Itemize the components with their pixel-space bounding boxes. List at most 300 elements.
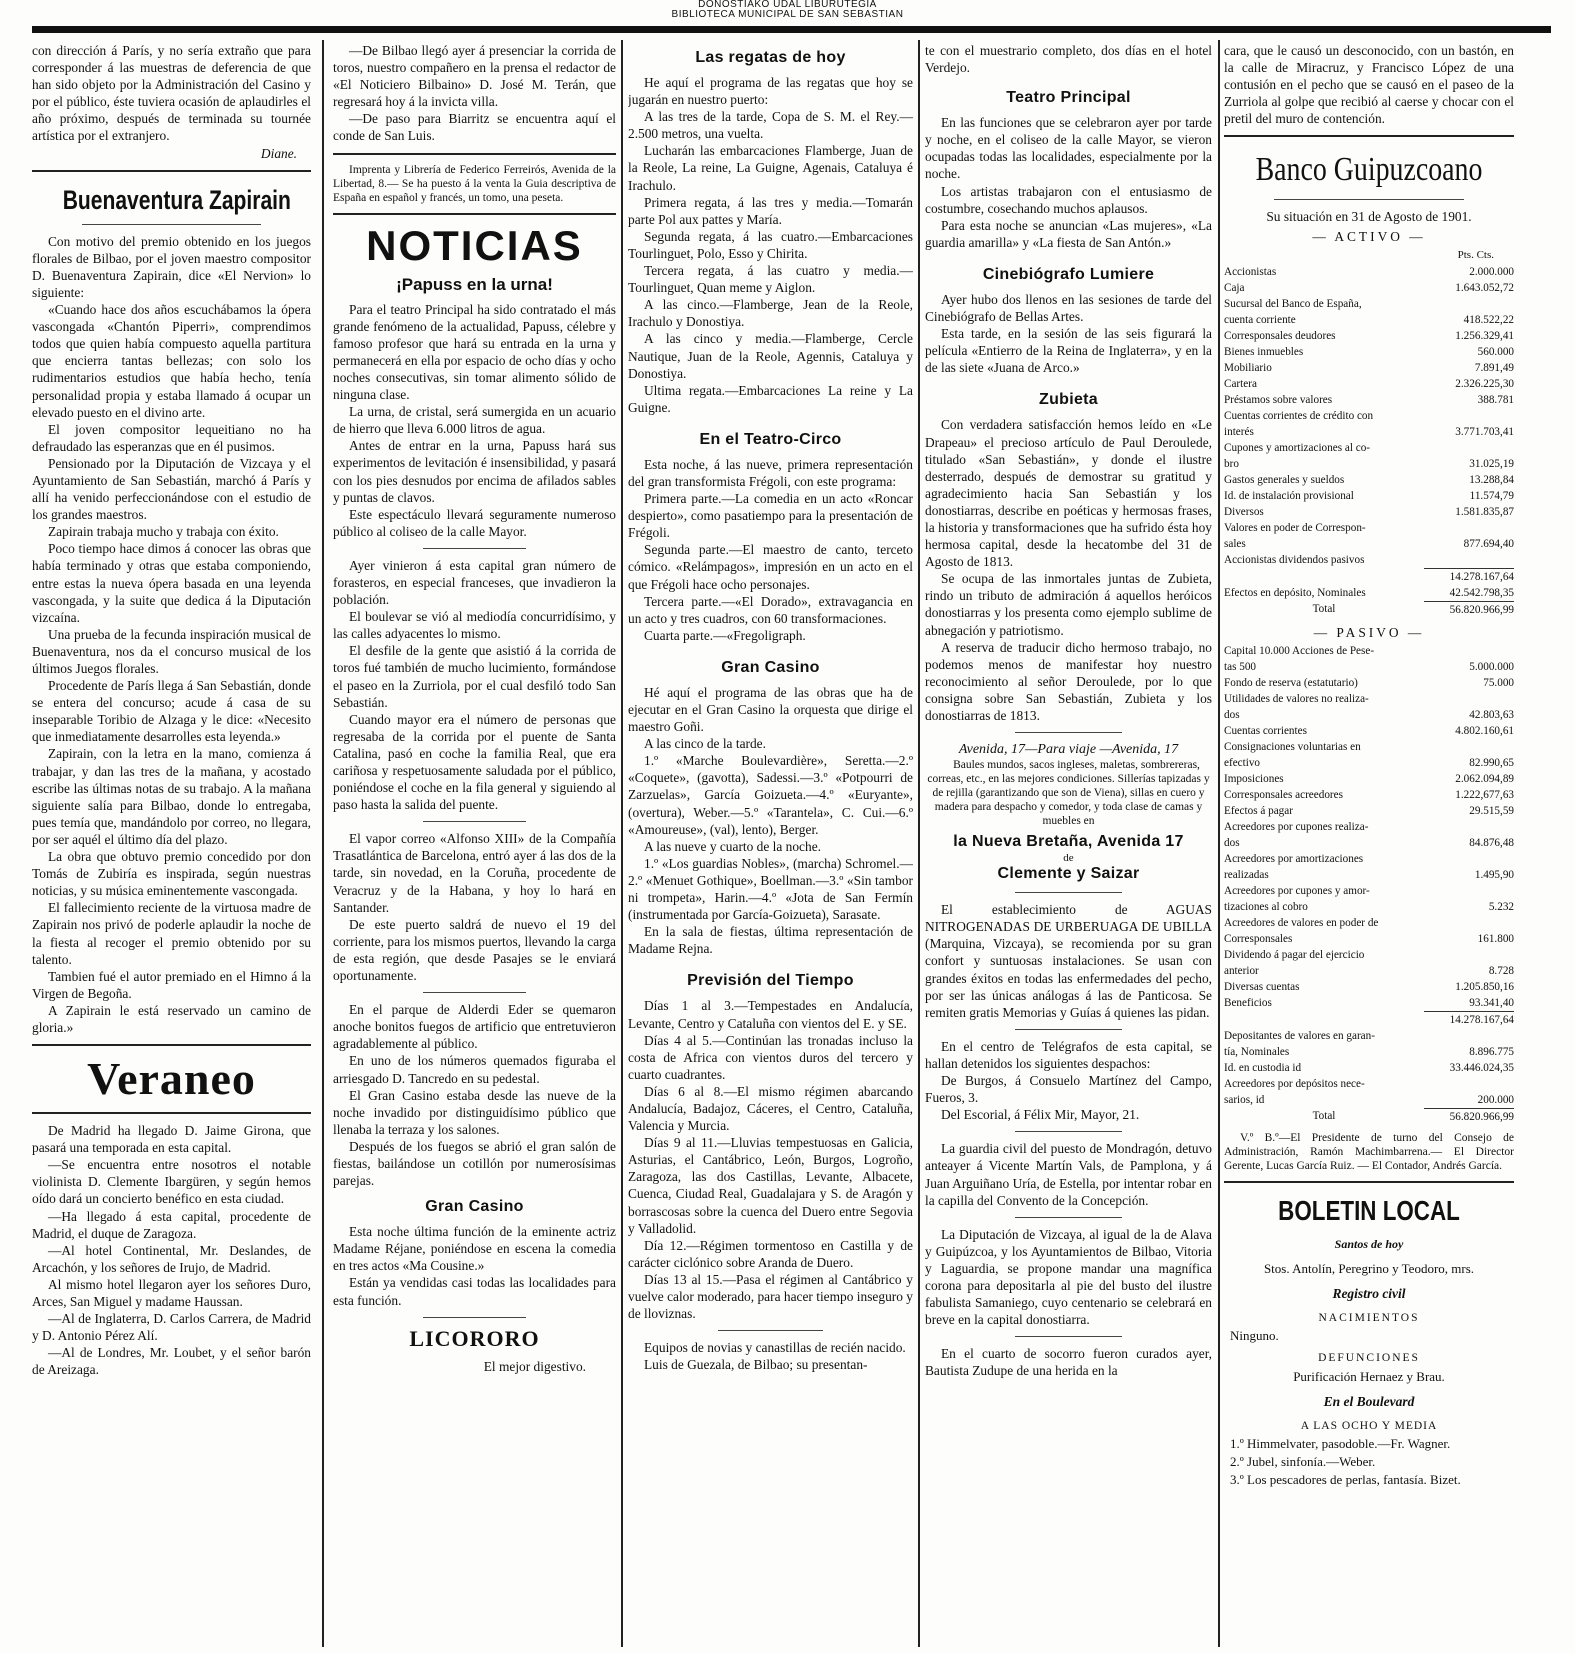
column-rule	[621, 40, 623, 1647]
article-paragraph: En el parque de Alderdi Eder se quemaron anoche bonitos fuegos de artificio que entretuvieron agradablemente al público.	[333, 1002, 616, 1052]
bank-row	[1224, 963, 1514, 979]
article-paragraph: A las nueve y cuarto de la noche.	[644, 838, 821, 854]
bank-row-label: Utilidades de valores no realiza-	[1224, 692, 1369, 705]
bank-row-label: interés	[1224, 425, 1254, 438]
article-paragraph: Luis de Guezala, de Bilbao; su presentan-	[644, 1357, 868, 1373]
article-paragraph: En el centro de Telégrafos de esta capital, se hallan detenidos los siguientes despachos:	[925, 1038, 1212, 1071]
article-paragraph: A las cinco.—Flamberge, Jean de la Reole, Irachulo y Donostiya.	[628, 297, 913, 330]
bank-row-amount	[1424, 643, 1514, 659]
bank-row	[1224, 867, 1514, 883]
headline-cinebiografo: Cinebiógrafo Lumiere	[982, 265, 1155, 283]
bank-row	[1224, 440, 1514, 456]
bank-row-label: Sucursal del Banco de España,	[1224, 297, 1362, 310]
bank-row-amount	[1424, 851, 1514, 867]
ad-owner-name: Clemente y Saizar	[997, 865, 1140, 883]
bank-row-label: Mobiliario	[1224, 361, 1272, 374]
bank-row-label: cuenta corriente	[1224, 313, 1296, 326]
article-paragraph: Cuando mayor era el número de personas que regresaba de la corrida por el puente de Santa Catalina, pasó en coche la familia Real, que era cariñosa y respetuosamente saludada por el público, poniéndose el coche en la fila general y siguiendo al paso hasta la salida del puente.	[333, 711, 616, 813]
bank-row	[1224, 723, 1514, 739]
article-paragraph: En uno de los números quemados figuraba el arriesgado D. Tancredo en su pedestal.	[333, 1053, 616, 1086]
headline-rule	[82, 224, 261, 225]
article-paragraph: Los artistas trabajaron con el entusiasmo de costumbre, cosechando muchos aplausos.	[925, 183, 1212, 216]
headline-regatas: Las regatas de hoy	[695, 49, 846, 66]
bank-row-amount	[1424, 520, 1514, 536]
bank-row	[1224, 504, 1514, 520]
bank-row-label: Id. en custodia id	[1224, 1061, 1302, 1074]
bank-pasivo-subtotal: 14.278.167,64	[1424, 1011, 1514, 1028]
bank-row	[1224, 344, 1514, 360]
section-divider	[32, 1044, 311, 1046]
article-paragraph: Ayer hubo dos llenos en las sesiones de tarde del Cinebiógrafo de Bellas Artes.	[925, 291, 1212, 325]
column-2	[333, 42, 616, 1647]
article-paragraph: Para el teatro Principal ha sido contratado el más grande fenómeno de la actualidad, Papuss, célebre y famoso profesor que hará su entrada en la urna y permanecerá en ella por espacio de ocho días y ocho noches consecutivas, sin tomar alimento sólido de ninguna clase.	[333, 301, 616, 403]
bank-row	[1224, 536, 1514, 552]
bank-row-label: sarios, id	[1224, 1093, 1265, 1106]
bank-row-amount: 56.820.966,99	[1424, 601, 1514, 618]
bank-row	[1224, 568, 1514, 585]
article-paragraph: Días 9 al 11.—Lluvias tempestuosas en Galicia, Asturias, el Cantábrico, León, Burgos, Logroño, Zaragoza, las dos Castillas, Levante, Albacete, Cuenca, Ciudad Real, Guadalajara y S. de Aragón y borrascosas sobre la cuenca del Duero entre Segovia y Valladolid.	[628, 1135, 913, 1236]
bank-row-label: Cartera	[1224, 377, 1257, 390]
bank-row	[1224, 264, 1514, 280]
article-paragraph: A las cinco de la tarde.	[644, 736, 766, 752]
bank-row	[1224, 360, 1514, 376]
bank-row-amount: 5.000.000	[1469, 660, 1514, 673]
bank-row-amount	[1424, 440, 1514, 456]
bank-row-amount: 11.574,79	[1469, 489, 1514, 502]
bank-row-amount: 161.800	[1477, 932, 1514, 945]
article-paragraph: Ayer vinieron á esta capital gran número de forasteros, en especial franceses, que invadieron la población.	[333, 557, 616, 608]
bank-row	[1224, 915, 1514, 931]
article-paragraph: Zapirain trabaja mucho y trabaja con éxito.	[48, 524, 279, 540]
article-paragraph: Para esta noche se anuncian «Las mujeres», «La guardia amarilla» y «La fiesta de San Antón.»	[925, 217, 1212, 250]
bank-row-label: Total	[1312, 602, 1336, 615]
bank-row-amount: 560.000	[1477, 345, 1514, 358]
article-paragraph: con dirección á París, y no sería extraño que para corresponder á las muestras de deferencia de que han sido objeto por la Administración del Casino y por el público, éste tuviera ocasión de aplaudirles el año próximo, después de terminada su tournée artística por el extranjero.	[32, 43, 311, 144]
headline-prevision-tiempo: Previsión del Tiempo	[687, 972, 854, 990]
headline-boletin-local: BOLETIN LOCAL	[1278, 1194, 1460, 1226]
article-paragraph: Cuarta parte.—«Fregoligraph.	[644, 627, 806, 643]
ad-avenida-body: Baules mundos, sacos ingleses, maletas, sombrereras, correas, etc., en las mejores condiciones. Sillerías tapizadas y de rejilla (garantizando que son de Viena), sillas en cuero y madera para despacho y comedor, y toda clase de camas y muebles en	[927, 759, 1210, 828]
bank-row	[1224, 659, 1514, 675]
bank-activo-label: — ACTIVO —	[1312, 228, 1426, 244]
article-paragraph: Segunda parte.—El maestro de canto, terceto cómico. «Relámpagos», impresión en un acto en el que Frégoli hace ocho personajes.	[628, 542, 913, 592]
bank-pasivo-label: — PASIVO —	[1313, 624, 1425, 640]
news-separator	[423, 548, 526, 549]
bank-row-label: Efectos á pagar	[1224, 804, 1293, 817]
bank-row-amount: 2.000.000	[1469, 265, 1514, 278]
article-paragraph: De Burgos, á Consuelo Martínez del Campo, Fueros, 3.	[925, 1073, 1212, 1106]
bank-row	[1224, 280, 1514, 296]
article-paragraph: El desfile de la gente que asistió á la corrida de toros fué también de mucho lucimiento, formándose el paseo en la Zurriola, por el cual desfiló todo San Sebastián.	[333, 643, 616, 710]
article-paragraph: Ultima regata.—Embarcaciones La reine y La Guigne.	[628, 382, 913, 415]
bank-row	[1224, 1011, 1514, 1028]
bank-row	[1224, 883, 1514, 899]
article-paragraph: Día 12.—Régimen tormentoso en Castilla y de carácter ciclónico sobre Aranda de Duero.	[628, 1237, 913, 1270]
article-paragraph: El boulevar se vió al mediodía concurridísimo, y las calles adyacentes lo mismo.	[333, 609, 616, 642]
article-paragraph: Días 13 al 15.—Pasa el régimen al Cantábrico y vuelve calor moderado, para hacer tiempo inseguro y de lloviznas.	[628, 1271, 913, 1322]
bank-row	[1224, 408, 1514, 424]
subheadline-papuss: ¡Papuss en la urna!	[396, 274, 553, 294]
bank-row-label: Diversos	[1224, 505, 1264, 518]
bank-row-amount: 2.062.094,89	[1455, 772, 1514, 785]
bank-row-label: Fondo de reserva (estatutario)	[1224, 676, 1358, 689]
article-paragraph: —Al hotel Continental, Mr. Deslandes, de Arcachón, y los señores de Irujo, de Madrid.	[32, 1242, 311, 1275]
article-paragraph: Se ocupa de las inmortales juntas de Zubieta, rindo un tributo de admiración á aquellos heróicos donostiarras y los presenta como ejemplo sublime de abnegación y patriotismo.	[925, 571, 1212, 638]
bank-row-amount	[1424, 1076, 1514, 1092]
bank-row	[1224, 392, 1514, 408]
bank-row	[1224, 1028, 1514, 1044]
boulevard-item: 1.º Himmelvater, pasodoble.—Fr. Wagner.	[1230, 1435, 1451, 1451]
bank-row	[1224, 755, 1514, 771]
article-paragraph: Procedente de París llega á San Sebastián, donde se entera del concurso; acude á casa de su inseparable Toribio de Alzaga y le dice: «Necesito que inmediatamente desarrolles esta leyenda.»	[32, 678, 311, 745]
article-paragraph: De Madrid ha llegado D. Jaime Girona, que pasará una temporada en esta capital.	[32, 1123, 311, 1156]
article-paragraph: El fallecimiento reciente de la virtuosa madre de Zapirain nos privó de poderle aplaudir la noche de la fiesta al recoger el premio obtenido por su talento.	[32, 900, 311, 967]
nacimientos-text: Ninguno.	[1230, 1327, 1279, 1343]
nacimientos-label: NACIMIENTOS	[1318, 1311, 1420, 1324]
bank-row	[1224, 424, 1514, 440]
article-paragraph: La obra que obtuvo premio concedido por don Tomás de Zubiría es inspirada, según nuestras noticias, y su música eminentemente vascongada.	[32, 849, 311, 899]
headline-noticias: NOTICIAS	[366, 221, 583, 269]
bank-pasivo-table	[1224, 643, 1514, 1011]
bank-row-label: anterior	[1224, 964, 1259, 977]
article-paragraph: —De paso para Biarritz se encuentra aquí el conde de San Luis.	[333, 111, 616, 144]
article-paragraph: De este puerto saldrá de nuevo el 19 del corriente, para los mismos puertos, llevando la carga de esta región, que desde Pasajes se le enviará oportunamente.	[333, 916, 616, 984]
bank-row-amount	[1424, 552, 1514, 568]
bank-row-label: Depositantes de valores en garan-	[1224, 1029, 1375, 1042]
headline-veraneo: Veraneo	[87, 1053, 256, 1105]
bank-units: Pts. Cts.	[1457, 248, 1494, 261]
article-paragraph: Están ya vendidas casi todas las localidades para esta función.	[333, 1275, 616, 1308]
defunciones-text: Purificación Hernaez y Brau.	[1293, 1368, 1445, 1384]
article-paragraph: Este espectáculo llevará seguramente numeroso público al coliseo de la calle Mayor.	[333, 506, 616, 539]
article-paragraph: Al mismo hotel llegaron ayer los señores Duro, Arces, San Miguel y madame Haussan.	[32, 1276, 311, 1309]
bank-row	[1224, 707, 1514, 723]
article-paragraph: Pensionado por la Diputación de Vizcaya y el Ayuntamiento de San Sebastián, marchó á París y allí ha venido perfeccionándose con el estudio de los grandes maestros.	[32, 455, 311, 523]
bank-row-label: Cuentas corrientes	[1224, 724, 1307, 737]
bank-row-label: sales	[1224, 537, 1246, 550]
bank-row-amount: 418.522,22	[1463, 313, 1514, 326]
section-divider	[333, 213, 616, 215]
headline-banco-guipuzcoano: Banco Guipuzcoano	[1255, 151, 1483, 189]
bank-row	[1224, 1092, 1514, 1108]
bank-activo-subtotal: 14.278.167,64	[1424, 568, 1514, 585]
bank-row-amount: 1.222,677,63	[1455, 788, 1514, 801]
masthead-line-2: BIBLIOTECA MUNICIPAL DE SAN SEBASTIAN	[671, 9, 904, 20]
bank-row-label: tía, Nominales	[1224, 1045, 1290, 1058]
boulevard-time: A LAS OCHO Y MEDIA	[1300, 1419, 1438, 1432]
article-paragraph: —De Bilbao llegó ayer á presenciar la corrida de toros, nuestro compañero en la prensa el redactor de «El Noticiero Bilbaino» D. José M. Terán, que regresará hoy á la invicta villa.	[333, 43, 616, 110]
bank-row-label: dos	[1224, 836, 1240, 849]
bank-row-amount	[1424, 947, 1514, 963]
bank-row-label: efectivo	[1224, 756, 1261, 769]
article-paragraph: La guardia civil del puesto de Mondragón, detuvo anteayer á Vicente Martín Vals, de Pamplona, y á Juan Arguiñano Uría, de Estella, por intentar robar en la capilla del Convento de la Concepción.	[925, 1141, 1212, 1208]
bank-row-label: Consignaciones voluntarias en	[1224, 740, 1361, 753]
article-paragraph: «Cuando hace dos años escuchábamos la ópera vascongada «Chantón Piperri», comprendimos todos que quien había compuesto aquella partitura que encierra tantas bellezas; con solo los rudimentarios estudios que había hecho, tenía personalidad propia y estaba llamado á ocupar un elevado puesto en el divino arte.	[32, 302, 311, 420]
article-paragraph: A Zapirain le está reservado un camino de gloria.»	[32, 1002, 311, 1035]
bank-activo-table	[1224, 264, 1514, 568]
bank-row	[1224, 819, 1514, 835]
column-rule	[322, 40, 324, 1647]
article-paragraph: Tercera parte.—«El Dorado», extravagancia en un acto y tres cuadros, con 60 transformaciones.	[628, 593, 913, 626]
article-paragraph: —Ha llegado á esta capital, procedente de Madrid, el duque de Zaragoza.	[32, 1208, 311, 1241]
ad-imprenta: Imprenta y Librería de Federico Ferreirós, Avenida de la Libertad, 8.— Se ha puesto á la venta la Guia descriptiva de España en español y francés, un tomo, una peseta.	[333, 163, 616, 204]
ad-store-name: la Nueva Bretaña, Avenida 17	[953, 833, 1184, 851]
article-paragraph: Del Escorial, á Félix Mir, Mayor, 21.	[941, 1107, 1140, 1123]
article-paragraph: La Diputación de Vizcaya, al igual de la de Alava y Guipúzcoa, y los Ayuntamientos de Bilbao, Vitoria y Laguardia, se propone mandar una magnífica corona para depositarla al pie del busto del ilustre fabulista Samaniego, cuyo centenario se celebrará en breve en la capital donostiarra.	[925, 1226, 1212, 1328]
headline-teatro-principal: Teatro Principal	[1006, 89, 1131, 107]
section-divider	[32, 1112, 311, 1114]
bank-row-label: Cuentas corrientes de crédito con	[1224, 409, 1374, 422]
bank-row	[1224, 787, 1514, 803]
bank-row-label: Corresponsales acreedores	[1224, 788, 1343, 801]
bank-row	[1224, 899, 1514, 915]
article-paragraph: Con motivo del premio obtenido en los juegos florales de Bilbao, por el joven maestro compositor D. Buenaventura Zapirain, dice «El Nervion» lo siguiente:	[32, 233, 311, 300]
news-separator	[1015, 732, 1122, 733]
bank-row-amount: 33.446.024,35	[1449, 1061, 1514, 1074]
article-paragraph: Lucharán las embarcaciones Flamberge, Juan de la Reole, La reine, La Guigne, Agenais, Cataluya é Irachulo.	[628, 143, 913, 193]
bank-row-label: Acreedores por depósitos nece-	[1224, 1077, 1365, 1090]
column-rule	[1218, 40, 1220, 1647]
bank-pasivo-extra-table	[1224, 1028, 1514, 1108]
bank-footer: V.º B.º—El Presidente de turno del Consejo de Administración, Ramón Machimbarrena.— El Director Gerente, Lucas García Ruiz. — El Contador, Andrés García.	[1224, 1131, 1514, 1172]
headline-rule	[1274, 199, 1464, 200]
bank-row-amount: 42.803,63	[1469, 708, 1514, 721]
article-paragraph: El joven compositor lequeitiano no ha defraudado las esperanzas que en él pusimos.	[32, 421, 311, 454]
boulevard-item: 2.º Jubel, sinfonía.—Weber.	[1230, 1453, 1376, 1469]
article-paragraph: Días 6 al 8.—El mismo régimen abarcando Andalucía, Badajoz, Cáceres, el Centro, Cataluña, Valencia y Murcia.	[628, 1083, 913, 1134]
bank-row-label: Diversas cuentas	[1224, 980, 1300, 993]
bank-row-label: tas 500	[1224, 660, 1257, 673]
bank-row-amount: 3.771.703,41	[1455, 425, 1514, 438]
bank-row-amount: 7.891,49	[1474, 361, 1514, 374]
bank-row	[1224, 1060, 1514, 1076]
article-paragraph: Tambien fué el autor premiado en el Himno á la Virgen de Begoña.	[32, 968, 311, 1001]
article-paragraph: Esta noche última función de la eminente actriz Madame Réjane, poniéndose en escena la comedia en tres actos «Ma Cousine.»	[333, 1224, 616, 1274]
article-paragraph: A las tres de la tarde, Copa de S. M. el Rey.—2.500 metros, una vuelta.	[628, 109, 913, 142]
bank-row	[1224, 552, 1514, 568]
bank-row-label: Acreedores por amortizaciones	[1224, 852, 1364, 865]
bank-row	[1224, 1108, 1514, 1125]
bank-row	[1224, 691, 1514, 707]
news-separator	[423, 992, 526, 993]
headline-zubieta: Zubieta	[1039, 391, 1098, 409]
article-paragraph: —Al de Londres, Mr. Loubet, y el señor barón de Areizaga.	[32, 1345, 311, 1378]
article-paragraph: Con verdadera satisfacción hemos leído en «Le Drapeau» el precioso artículo de Paul Deroulede, titulado «San Sebastián», y donde el ilustre desterrado, después de demostrar su gratitud y agradecimiento hacia San Sebastián y los donostiarras, describe en poéticas y hermosas frases, la historia y transformaciones que ha sufrido ésta hoy hermosa capital, desde la hecatombe del 31 de Agosto de 1813.	[925, 417, 1212, 570]
bank-row-amount: 84.876,48	[1469, 836, 1514, 849]
bank-row-amount: 56.820.966,99	[1424, 1108, 1514, 1125]
bank-row-amount: 1.643.052,72	[1455, 281, 1514, 294]
article-signature: Diane.	[260, 145, 297, 161]
bank-row	[1224, 803, 1514, 819]
news-separator	[718, 1330, 823, 1331]
article-paragraph: El establecimiento de AGUAS NITROGENADAS DE URBERUAGA DE UBILLA (Marquina, Vizcaya), se recomienda por su gran confort y suntuosas instalaciones. Se usan con grandes éxitos en todas las enfermedades del pecho, por ser las únicas análogas á las de Panticosa. Se remiten gratis Memorias y Guías á quienes las pidan.	[925, 902, 1212, 1020]
bank-row-label: Bienes inmuebles	[1224, 345, 1304, 358]
bank-row	[1224, 995, 1514, 1011]
bank-row-amount	[1424, 819, 1514, 835]
article-paragraph: La urna, de cristal, será sumergida en un acuario de hierro que lleva 6.000 litros de agua.	[333, 404, 616, 437]
headline-gran-casino: Gran Casino	[425, 1198, 524, 1216]
bank-row	[1224, 739, 1514, 755]
headline-teatro-circo: En el Teatro-Circo	[699, 430, 842, 448]
bank-row-amount: 1.205.850,16	[1455, 980, 1514, 993]
bank-row	[1224, 931, 1514, 947]
bank-row	[1224, 675, 1514, 691]
article-paragraph: Primera regata, á las tres y media.—Tomarán parte Pol aux pattes y María.	[628, 194, 913, 227]
bank-row-label: Beneficios	[1224, 996, 1272, 1009]
bank-row-label: bro	[1224, 457, 1239, 470]
bank-row	[1224, 1076, 1514, 1092]
bank-row-label: Valores en poder de Correspon-	[1224, 521, 1366, 534]
bank-row-amount: 29.515,59	[1469, 804, 1514, 817]
bank-row-label: Cupones y amortizaciones al co-	[1224, 441, 1371, 454]
bank-row	[1224, 376, 1514, 392]
section-divider	[333, 153, 616, 155]
article-paragraph: He aquí el programa de las regatas que hoy se jugarán en nuestro puerto:	[628, 75, 913, 108]
bank-row-label: Caja	[1224, 281, 1245, 294]
news-separator	[1015, 892, 1122, 893]
column-1	[32, 42, 311, 1647]
article-paragraph: Tercera regata, á las cuatro y media.—Tourlinguet, Quan meme y Aiglon.	[628, 263, 913, 296]
bank-row-amount: 1.495,90	[1474, 868, 1514, 881]
registro-title: Registro civil	[1332, 1285, 1406, 1301]
bank-row-label: Accionistas	[1224, 265, 1277, 278]
article-paragraph: Equipos de novias y canastillas de recién nacido.	[644, 1340, 906, 1356]
article-paragraph: En el cuarto de socorro fueron curados ayer, Bautista Zudupe de una herida en la	[925, 1346, 1212, 1379]
article-paragraph: Días 4 al 5.—Continúan las tronadas incluso la costa de Africa con vientos duros del tercero y cuarto cuadrantes.	[628, 1032, 913, 1082]
bank-row-amount: 93.341,40	[1469, 996, 1514, 1009]
section-divider	[32, 170, 311, 172]
santos-title: Santos de hoy	[1334, 1236, 1404, 1251]
santos-text: Stos. Antolín, Peregrino y Teodoro, mrs.	[1263, 1260, 1475, 1276]
article-paragraph: En las funciones que se celebraron ayer por tarde y noche, en el coliseo de la calle Mayor, se vieron ocupadas todas las localidades, especialmente por la noche.	[925, 115, 1212, 182]
bank-row	[1224, 1044, 1514, 1060]
bank-row	[1224, 520, 1514, 536]
bank-row	[1224, 643, 1514, 659]
column-4	[925, 42, 1212, 1647]
defunciones-label: DEFUNCIONES	[1318, 1351, 1420, 1364]
article-paragraph: Una prueba de la fecunda inspiración musical de Buenaventura, nos da el concurso musical de los últimos Juegos florales.	[32, 626, 311, 676]
bank-row-label: Préstamos sobre valores	[1224, 393, 1333, 406]
bank-row	[1224, 312, 1514, 328]
bank-row-label: Efectos en depósito, Nominales	[1224, 586, 1366, 599]
news-separator	[1015, 1029, 1122, 1030]
bank-row	[1224, 472, 1514, 488]
bank-row-amount: 2.326.225,30	[1455, 377, 1514, 390]
article-paragraph: En la sala de fiestas, última representación de Madame Rejna.	[628, 924, 913, 957]
bank-row-label: Acreedores de valores en poder de	[1224, 916, 1379, 929]
news-separator	[1015, 1131, 1122, 1132]
bank-row-amount	[1424, 915, 1514, 931]
bank-row-label: Dividendo á pagar del ejercicio	[1224, 948, 1365, 961]
bank-row-label: Acreedores por cupones realiza-	[1224, 820, 1369, 833]
bank-row-amount	[1424, 1028, 1514, 1044]
boulevard-title: En el Boulevard	[1323, 1393, 1415, 1409]
bank-row	[1224, 979, 1514, 995]
bank-row-label: Acreedores por cupones y amor-	[1224, 884, 1370, 897]
article-paragraph: El Gran Casino estaba desde las nueve de la noche invadido por distinguidísimo público que llenaba la terraza y los salones.	[333, 1087, 616, 1137]
headline-gran-casino: Gran Casino	[721, 658, 820, 676]
bank-row-amount: 13.288,84	[1469, 473, 1514, 486]
bank-row-amount: 1.256.329,41	[1455, 329, 1514, 342]
bank-row	[1224, 488, 1514, 504]
article-paragraph: 1.º «Los guardias Nobles», (marcha) Schromel.—2.º «Menuet Gothique», Boellman.—3.º «Sin tambor ni trompeta», Harin.—4.º «Jota de San Fermín (instrumentada por García-Goizueta), Sarasate.	[628, 855, 913, 923]
headline-zapirain: Buenaventura Zapirain	[62, 184, 291, 215]
bank-row-label: Corresponsales deudores	[1224, 329, 1336, 342]
bank-row	[1224, 456, 1514, 472]
section-divider	[1224, 1181, 1514, 1183]
bank-row-amount: 200.000	[1477, 1093, 1514, 1106]
article-paragraph: Segunda regata, á las cuatro.—Embarcaciones Tourlinguet, Polo, Esso y Chirita.	[628, 228, 913, 261]
bank-row-amount: 42.542.798,35	[1449, 586, 1514, 599]
bank-row-amount: 4.802.160,61	[1455, 724, 1514, 737]
article-paragraph: Hé aquí el programa de las obras que ha de ejecutar en el Gran Casino la orquesta que dirige el maestro Goñi.	[628, 684, 913, 735]
ad-licororo-tagline: El mejor digestivo.	[483, 1358, 586, 1374]
article-paragraph: Esta tarde, en la sesión de las seis figurará la película «Entierro de la Reina de Inglaterra», y en la de las siete «Juana de Arco.»	[925, 326, 1212, 376]
bank-row-label: Corresponsales	[1224, 932, 1293, 945]
column-rule	[918, 40, 920, 1647]
bank-row	[1224, 601, 1514, 618]
bank-row-label: Gastos generales y sueldos	[1224, 473, 1345, 486]
bank-row-label: dos	[1224, 708, 1240, 721]
article-paragraph: 1.º «Marche Boulevardière», Seretta.—2.º «Coquete», (gavotta), Sadessi.—3.º «Potpourri de Zarzuelas», García Goizueta.—4.º «Euryante», (overtura), Weber.—5.º «Tarantela», C. Cui.—6.º «Amoureuse», (val), lento), Berger.	[628, 753, 913, 837]
bank-row-label: Capital 10.000 Acciones de Pese-	[1224, 644, 1375, 657]
bank-row-label: Accionistas dividendos pasivos	[1224, 553, 1365, 566]
news-separator	[423, 1317, 526, 1318]
bank-row-label: Total	[1312, 1109, 1336, 1122]
bank-row-label: realizadas	[1224, 868, 1269, 881]
news-separator	[423, 821, 526, 822]
article-paragraph: A las cinco y media.—Flamberge, Cercle Nautique, Juan de la Reole, Agennis, Cataluya y Donostiya.	[628, 331, 913, 381]
column-5	[1224, 42, 1514, 1647]
bank-row	[1224, 328, 1514, 344]
bank-row-label: tizaciones al cobro	[1224, 900, 1308, 913]
bank-row	[1224, 851, 1514, 867]
column-3	[628, 42, 913, 1647]
bank-row-amount	[1424, 739, 1514, 755]
bank-row-amount	[1424, 296, 1514, 312]
article-paragraph: Antes de entrar en la urna, Papuss hará sus experimentos de levitación é insensibilidad, y pasará con los pies desnudos por encima de afilados sables y puntas de clavos.	[333, 438, 616, 505]
article-paragraph: —Al de Inglaterra, D. Carlos Carrera, de Madrid y D. Antonio Pérez Alí.	[32, 1311, 311, 1344]
article-paragraph: Zapirain, con la letra en la mano, comienza á trabajar, y dan las tres de la mañana, y acostado escribe las últimas notas de su trabajo. A la mañana siguiente salía para Bilbao, donde lo entregaba, pues temía que, mandándolo por correo, no llegara, por ser aquél el último día del plazo.	[32, 746, 311, 847]
bank-row-amount: 388.781	[1477, 393, 1514, 406]
bank-row	[1224, 947, 1514, 963]
article-paragraph: Primera parte.—La comedia en un acto «Roncar despierto», como pasatiempo para la presentación de Frégoli.	[628, 491, 913, 541]
library-masthead	[0, 0, 1575, 20]
article-paragraph: cara, que le causó un desconocido, con un bastón, en la calle de Miracruz, y Francisco López de una contusión en el pecho que se causó en el paseo de la Zurriola al golpe que recibió al caerse y chocar con el pretil del muro de contención.	[1224, 43, 1514, 127]
bank-row-amount: 5.232	[1488, 900, 1514, 913]
bank-row	[1224, 771, 1514, 787]
article-paragraph: A reserva de traducir dicho hermoso trabajo, no podemos menos de manifestar hoy nuestro reconocimiento al señor Deroulede, por lo que consigna sobre San Sebastián, Zubieta y los donostiarras de 1813.	[925, 639, 1212, 723]
ad-licororo-title: LICORORO	[409, 1325, 540, 1351]
bank-row-amount: 31.025,19	[1469, 457, 1514, 470]
bank-row-amount: 1.581.835,87	[1455, 505, 1514, 518]
bank-row-label: Id. de instalación provisional	[1224, 489, 1354, 502]
masthead-line-1: DONOSTIAKO UDAL LIBURUTEGIA	[698, 0, 877, 10]
bank-row	[1224, 585, 1514, 601]
article-paragraph: te con el muestrario completo, dos días en el hotel Verdejo.	[925, 43, 1212, 76]
bank-row-amount	[1424, 691, 1514, 707]
bank-row	[1224, 835, 1514, 851]
news-separator	[1015, 1336, 1122, 1337]
bank-row-amount: 82.990,65	[1469, 756, 1514, 769]
article-paragraph: Después de los fuegos se abrió el gran salón de fiestas, bailándose un cotillón por numerosísimas parejas.	[333, 1138, 616, 1189]
bank-row-amount: 75.000	[1483, 676, 1514, 689]
top-rule	[32, 26, 1551, 33]
bank-row-label: Imposiciones	[1224, 772, 1284, 785]
news-separator	[1015, 1217, 1122, 1218]
bank-row-amount: 8.728	[1488, 964, 1514, 977]
bank-row-amount: 8.896.775	[1469, 1045, 1514, 1058]
